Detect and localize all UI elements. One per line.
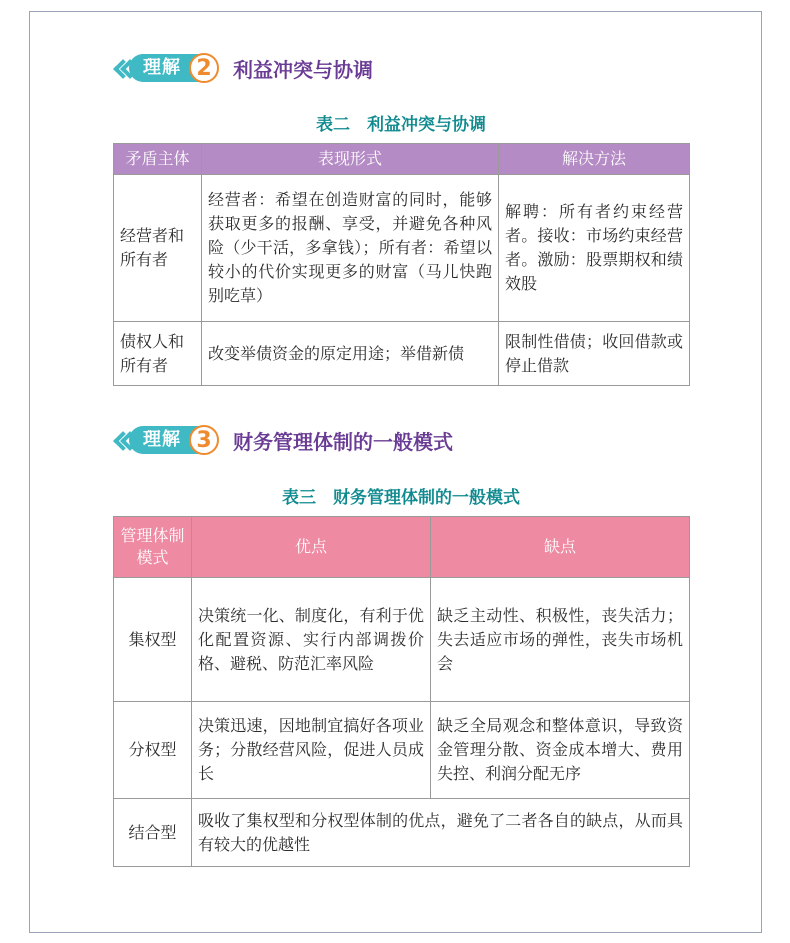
table-caption: 表二 利益冲突与协调 [316, 115, 486, 135]
table-header-row [114, 144, 690, 175]
section-pill: 理解 [129, 54, 199, 82]
form-cell: 改变举债资金的原定用途；举借新债 [202, 322, 499, 386]
solution-cell: 解聘：所有者约束经营者。接收：市场约束经营者。激励：股票期权和绩效股 [499, 175, 690, 322]
section-number: 3 [189, 425, 219, 455]
table-row [114, 175, 690, 322]
section-pill: 理解 [129, 426, 199, 454]
table-row [114, 702, 690, 799]
table-management-modes [113, 516, 690, 867]
table-caption: 表三 财务管理体制的一般模式 [282, 488, 520, 508]
header-cell: 管理体制模式 [114, 517, 192, 578]
section-heading-3 [113, 422, 453, 458]
header-cell: 矛盾主体 [114, 144, 202, 175]
header-cell: 解决方法 [499, 144, 690, 175]
header-cell: 优点 [192, 517, 431, 578]
cons-cell: 缺乏主动性、积极性，丧失活力；失去适应市场的弹性，丧失市场机会 [431, 578, 690, 702]
cons-cell: 缺乏全局观念和整体意识，导致资金管理分散、资金成本增大、费用失控、利润分配无序 [431, 702, 690, 799]
subject-cell: 经营者和所有者 [114, 175, 202, 322]
section-number: 2 [189, 53, 219, 83]
section-title: 利益冲突与协调 [233, 57, 373, 82]
mode-cell: 结合型 [114, 799, 192, 867]
pros-cell: 决策统一化、制度化，有利于优化配置资源、实行内部调拨价格、避税、防范汇率风险 [192, 578, 431, 702]
table-conflict [113, 143, 690, 386]
table-row [114, 322, 690, 386]
section-title: 财务管理体制的一般模式 [233, 429, 453, 454]
header-cell: 表现形式 [202, 144, 499, 175]
table-row [114, 578, 690, 702]
merged-cell: 吸收了集权型和分权型体制的优点，避免了二者各自的缺点，从而具有较大的优越性 [192, 799, 690, 867]
header-cell: 缺点 [431, 517, 690, 578]
double-chevron-icon [113, 60, 127, 76]
table-header-row [114, 517, 690, 578]
table-row [114, 799, 690, 867]
section-heading-2 [113, 50, 373, 86]
pros-cell: 决策迅速，因地制宜搞好各项业务；分散经营风险，促进人员成长 [192, 702, 431, 799]
solution-cell: 限制性借债；收回借款或停止借款 [499, 322, 690, 386]
double-chevron-icon [113, 432, 127, 448]
form-cell: 经营者：希望在创造财富的同时，能够获取更多的报酬、享受，并避免各种风险（少干活，多拿钱）；所有者：希望以较小的代价实现更多的财富（马儿快跑别吃草） [202, 175, 499, 322]
subject-cell: 债权人和所有者 [114, 322, 202, 386]
mode-cell: 集权型 [114, 578, 192, 702]
mode-cell: 分权型 [114, 702, 192, 799]
